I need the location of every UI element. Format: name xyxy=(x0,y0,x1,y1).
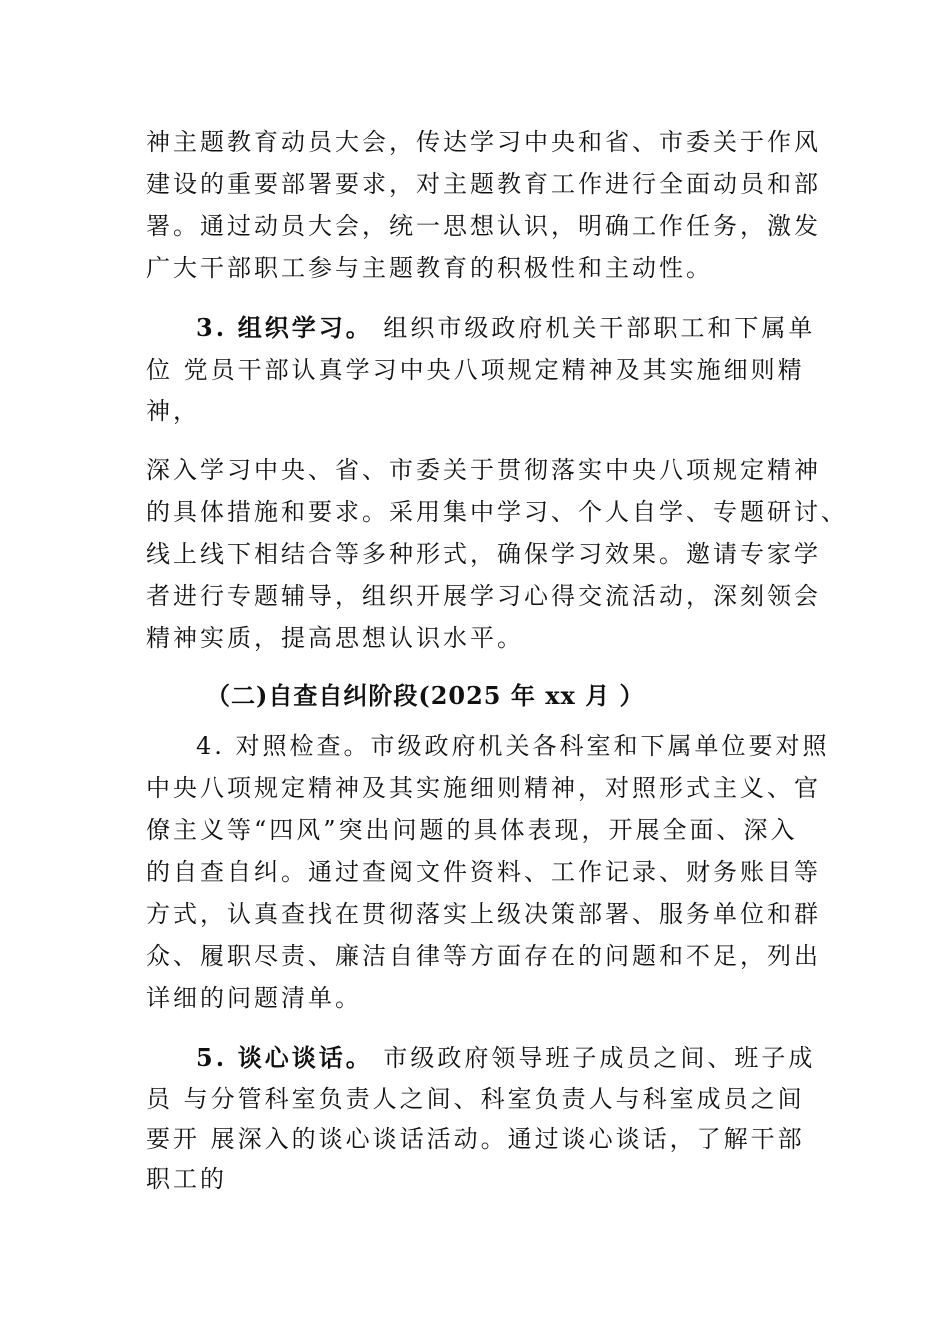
paragraph-line: 员 与分管科室负责人之间、科室负责人与科室成员之间 xyxy=(146,1085,805,1113)
item-5-first-line xyxy=(196,1043,815,1073)
paragraph-line: 神主题教育动员大会，传达学习中央和省、市委关于作风 xyxy=(146,128,821,156)
paragraph-line: 僚主义等“四风”突出问题的具体表现，开展全面、深入 xyxy=(146,816,798,844)
paragraph-line: 深入学习中央、省、市委关于贯彻落实中央八项规定精神 xyxy=(146,456,821,484)
item-text: 市级政府领导班子成员之间、班子成 xyxy=(383,1044,816,1072)
paragraph-line: 位 党员干部认真学习中央八项规定精神及其实施细则精 xyxy=(146,356,805,384)
paragraph-line: 线上线下相结合等多种形式，确保学习效果。邀请专家学 xyxy=(146,540,821,568)
paragraph-line: 精神实质，提高思想认识水平。 xyxy=(146,624,524,652)
paragraph-line: 方式，认真查找在贯彻落实上级决策部署、服务单位和群 xyxy=(146,900,821,928)
paragraph-line: 4. 对照检查。市级政府机关各科室和下属单位要对照 xyxy=(196,732,830,760)
item-title: 谈心谈话。 xyxy=(237,1043,373,1072)
item-3-first-line xyxy=(196,313,815,343)
paragraph-line: 的自查自纠。通过查阅文件资料、工作记录、财务账目等 xyxy=(146,858,821,886)
paragraph-line: 要开 展深入的谈心谈话活动。通过谈心谈话，了解干部 xyxy=(146,1125,805,1153)
section-heading: （二)自查自纠阶段(2025 年 xx 月 ） xyxy=(206,681,645,710)
paragraph-line: 神， xyxy=(146,397,200,425)
paragraph-line: 中央八项规定精神及其实施细则精神，对照形式主义、官 xyxy=(146,774,821,802)
item-number: 5. xyxy=(196,1043,228,1072)
item-number: 3. xyxy=(196,313,228,342)
paragraph-line: 署。通过动员大会，统一思想认识，明确工作任务，激发 xyxy=(146,212,821,240)
paragraph-line: 者进行专题辅导，组织开展学习心得交流活动，深刻领会 xyxy=(146,582,821,610)
paragraph-line: 广大干部职工参与主题教育的积极性和主动性。 xyxy=(146,254,713,282)
item-text: 组织市级政府机关干部职工和下属单 xyxy=(383,314,816,342)
paragraph-line: 职工的 xyxy=(146,1165,227,1193)
paragraph-line: 众、履职尽责、廉洁自律等方面存在的问题和不足，列出 xyxy=(146,942,821,970)
paragraph-line: 详细的问题清单。 xyxy=(146,984,362,1012)
paragraph-line: 建设的重要部署要求，对主题教育工作进行全面动员和部 xyxy=(146,170,821,198)
paragraph-line: 的具体措施和要求。采用集中学习、个人自学、专题研讨、 xyxy=(146,498,848,526)
item-title: 组织学习。 xyxy=(237,313,373,342)
